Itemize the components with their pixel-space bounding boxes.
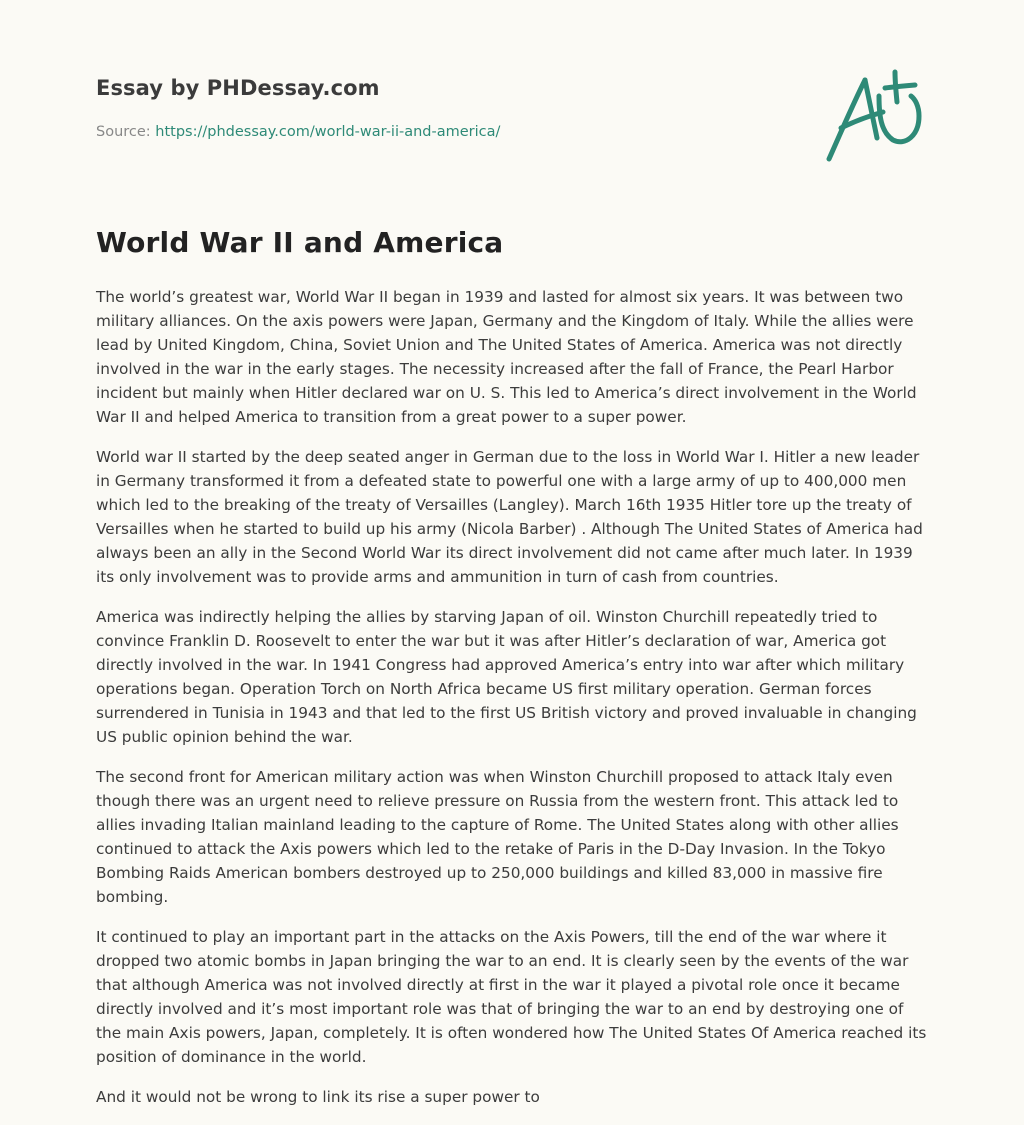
essay-body	[96, 285, 928, 1125]
essay-paragraph: World war II started by the deep seated anger in German due to the loss in World War I. Hitler a new leader in Germany transformed it from a defeated state to powerful one with a large army of up to 400,000 men which led to the breaking of the treaty of Versailles (Langley). March 16th 1935 Hitler tore up the treaty of Versailles when he started to build up his army (Nicola Barber) . Although The United States of America had always been an ally in the Second World War its direct involvement did not came after much later. In 1939 its only involvement was to provide arms and ammunition in turn of cash from countries.	[96, 448, 923, 586]
brand-title: Essay by PHDessay.com	[96, 76, 380, 100]
source-link[interactable]: https://phdessay.com/world-war-ii-and-america/	[155, 124, 501, 140]
essay-paragraph: And it would not be wrong to link its rise a super power to	[96, 1088, 540, 1106]
essay-paragraph: The world’s greatest war, World War II began in 1939 and lasted for almost six years. It was between two military alliances. On the axis powers were Japan, Germany and the Kingdom of Italy. While the allies were lead by United Kingdom, China, Soviet Union and The United States of America. America was not directly involved in the war in the early stages. The necessity increased after the fall of France, the Pearl Harbor incident but mainly when Hitler declared war on U. S. This led to America’s direct involvement in the World War II and helped America to transition from a great power to a super power.	[96, 288, 917, 426]
header	[96, 0, 928, 190]
source-label: Source:	[96, 124, 151, 140]
source-line	[96, 124, 500, 140]
essay-paragraph: The second front for American military action was when Winston Churchill proposed to attack Italy even though there was an urgent need to relieve pressure on Russia from the western front. This attack led to allies invading Italian mainland leading to the capture of Rome. The United States along with other allies continued to attack the Axis powers which led to the retake of Paris in the D-Day Invasion. In the Tokyo Bombing Raids American bombers destroyed up to 250,000 buildings and killed 83,000 in massive fire bombing.	[96, 768, 899, 906]
essay-title: World War II and America	[96, 226, 504, 259]
essay-paragraph: It continued to play an important part in the attacks on the Axis Powers, till the end of the war where it dropped two atomic bombs in Japan bringing the war to an end. It is clearly seen by the events of the war that although America was not involved directly at first in the war it played a pivotal role once it became directly involved and it’s most important role was that of bringing the war to an end by destroying one of the main Axis powers, Japan, completely. It is often wondered how The United States Of America reached its position of dominance in the world.	[96, 928, 927, 1066]
essay-paragraph: America was indirectly helping the allies by starving Japan of oil. Winston Churchill repeatedly tried to convince Franklin D. Roosevelt to enter the war but it was after Hitler’s declaration of war, America got directly involved in the war. In 1941 Congress had approved America’s entry into war after which military operations began. Operation Torch on North Africa became US first military operation. German forces surrendered in Tunisia in 1943 and that led to the first US British victory and proved invaluable in changing US public opinion behind the war.	[96, 608, 917, 746]
a-plus-logo-icon	[823, 66, 927, 166]
essay-page	[96, 0, 928, 1106]
